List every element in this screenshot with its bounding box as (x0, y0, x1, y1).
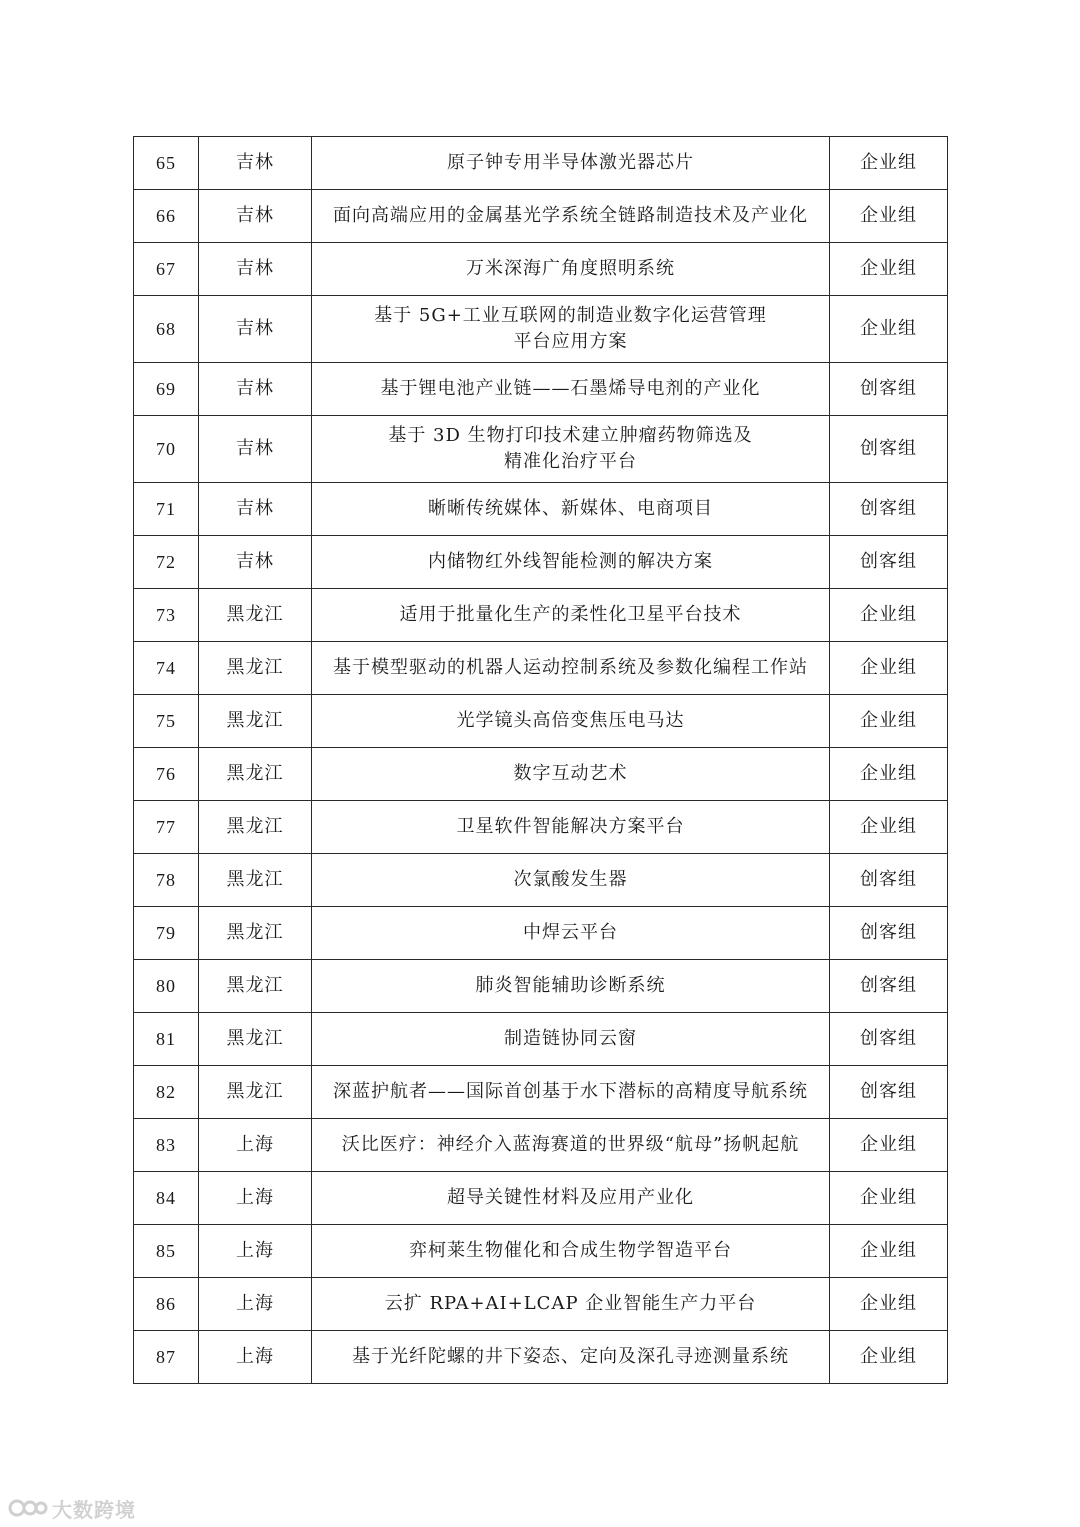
row-number: 84 (134, 1172, 199, 1225)
row-number: 78 (134, 854, 199, 907)
project-name-line: 卫星软件智能解决方案平台 (456, 816, 685, 837)
table-row (134, 801, 948, 854)
table-row (134, 190, 948, 243)
table-row (134, 536, 948, 589)
project-name-line: 中焊云平台 (523, 922, 618, 943)
row-region: 上海 (199, 1172, 312, 1225)
row-project (312, 483, 830, 536)
table-row (134, 695, 948, 748)
row-region: 吉林 (199, 137, 312, 190)
row-region: 吉林 (199, 416, 312, 483)
row-region: 吉林 (199, 296, 312, 363)
row-group: 企业组 (830, 695, 948, 748)
row-region: 黑龙江 (199, 854, 312, 907)
row-project (312, 416, 830, 483)
row-region: 黑龙江 (199, 960, 312, 1013)
row-project (312, 907, 830, 960)
table-row (134, 137, 948, 190)
project-name-line: 晰晰传统媒体、新媒体、电商项目 (428, 498, 713, 519)
project-name-line: 数字互动艺术 (513, 763, 628, 784)
row-group: 企业组 (830, 1172, 948, 1225)
row-region: 黑龙江 (199, 695, 312, 748)
row-region: 上海 (199, 1278, 312, 1331)
row-region: 黑龙江 (199, 642, 312, 695)
row-project (312, 536, 830, 589)
row-group: 创客组 (830, 960, 948, 1013)
table-body (134, 137, 948, 1384)
row-group: 创客组 (830, 363, 948, 416)
row-project (312, 748, 830, 801)
table-row (134, 642, 948, 695)
row-group: 创客组 (830, 854, 948, 907)
row-number: 72 (134, 536, 199, 589)
row-number: 69 (134, 363, 199, 416)
project-name-line: 沃比医疗：神经介入蓝海赛道的世界级“航母”扬帆起航 (341, 1134, 800, 1155)
table-row (134, 1278, 948, 1331)
table-row (134, 960, 948, 1013)
row-region: 上海 (199, 1225, 312, 1278)
row-project (312, 1225, 830, 1278)
row-region: 黑龙江 (199, 1066, 312, 1119)
row-number: 75 (134, 695, 199, 748)
table-row (134, 1119, 948, 1172)
row-group: 创客组 (830, 416, 948, 483)
row-project (312, 1119, 830, 1172)
row-group: 创客组 (830, 1066, 948, 1119)
row-number: 80 (134, 960, 199, 1013)
table-row (134, 748, 948, 801)
table-row (134, 363, 948, 416)
row-number: 86 (134, 1278, 199, 1331)
project-name-line: 基于模型驱动的机器人运动控制系统及参数化编程工作站 (333, 657, 808, 678)
row-number: 70 (134, 416, 199, 483)
row-group: 企业组 (830, 190, 948, 243)
row-number: 65 (134, 137, 199, 190)
row-project (312, 642, 830, 695)
row-number: 68 (134, 296, 199, 363)
table-row (134, 589, 948, 642)
row-region: 吉林 (199, 483, 312, 536)
row-number: 81 (134, 1013, 199, 1066)
row-project (312, 589, 830, 642)
row-region: 吉林 (199, 536, 312, 589)
row-group: 企业组 (830, 589, 948, 642)
project-name-line: 深蓝护航者——国际首创基于水下潜标的高精度导航系统 (333, 1081, 808, 1102)
row-project (312, 960, 830, 1013)
project-name-line: 精准化治疗平台 (504, 451, 637, 472)
project-name-line: 光学镜头高倍变焦压电马达 (456, 710, 685, 731)
project-name-line: 面向高端应用的金属基光学系统全链路制造技术及产业化 (333, 205, 808, 226)
table-row (134, 1331, 948, 1384)
table-row (134, 907, 948, 960)
row-region: 黑龙江 (199, 907, 312, 960)
row-group: 企业组 (830, 748, 948, 801)
table-row (134, 1172, 948, 1225)
project-name-line: 适用于批量化生产的柔性化卫星平台技术 (399, 604, 742, 625)
table-row (134, 296, 948, 363)
row-number: 85 (134, 1225, 199, 1278)
row-number: 76 (134, 748, 199, 801)
watermark-text: 大数跨境 (52, 1497, 136, 1522)
row-number: 77 (134, 801, 199, 854)
project-name-line: 弈柯莱生物催化和合成生物学智造平台 (409, 1240, 732, 1261)
row-project (312, 243, 830, 296)
project-name-line: 基于 3D 生物打印技术建立肿瘤药物筛选及 (388, 425, 753, 446)
row-project (312, 1013, 830, 1066)
project-name-line: 原子钟专用半导体激光器芯片 (447, 152, 694, 173)
row-number: 87 (134, 1331, 199, 1384)
row-region: 吉林 (199, 363, 312, 416)
row-region: 黑龙江 (199, 1013, 312, 1066)
project-table (133, 136, 948, 1384)
project-name-line: 平台应用方案 (513, 331, 628, 352)
row-region: 黑龙江 (199, 589, 312, 642)
table-row (134, 243, 948, 296)
project-name-line: 基于光纤陀螺的井下姿态、定向及深孔寻迹测量系统 (352, 1346, 789, 1367)
row-group: 企业组 (830, 1225, 948, 1278)
row-group: 创客组 (830, 907, 948, 960)
project-name-line: 肺炎智能辅助诊断系统 (475, 975, 666, 996)
row-group: 创客组 (830, 1013, 948, 1066)
project-name-line: 基于锂电池产业链——石墨烯导电剂的产业化 (380, 378, 761, 399)
row-region: 上海 (199, 1119, 312, 1172)
row-number: 82 (134, 1066, 199, 1119)
row-group: 企业组 (830, 801, 948, 854)
row-project (312, 1278, 830, 1331)
row-group: 企业组 (830, 642, 948, 695)
row-group: 企业组 (830, 1278, 948, 1331)
row-region: 吉林 (199, 243, 312, 296)
project-name-line: 制造链协同云窗 (504, 1028, 637, 1049)
table-row (134, 854, 948, 907)
row-number: 79 (134, 907, 199, 960)
row-region: 黑龙江 (199, 801, 312, 854)
row-number: 66 (134, 190, 199, 243)
project-name-line: 万米深海广角度照明系统 (466, 258, 675, 279)
row-project (312, 1172, 830, 1225)
row-region: 吉林 (199, 190, 312, 243)
row-region: 黑龙江 (199, 748, 312, 801)
row-number: 71 (134, 483, 199, 536)
project-name-line: 云扩 RPA+AI+LCAP 企业智能生产力平台 (384, 1293, 757, 1314)
row-project (312, 190, 830, 243)
project-name-line: 次氯酸发生器 (513, 869, 628, 890)
table-row (134, 1013, 948, 1066)
row-project (312, 854, 830, 907)
brand-logo-icon (8, 1496, 48, 1520)
row-project (312, 1066, 830, 1119)
table-row (134, 1066, 948, 1119)
row-project (312, 296, 830, 363)
row-group: 企业组 (830, 1119, 948, 1172)
row-group: 企业组 (830, 1331, 948, 1384)
project-name-line: 内储物红外线智能检测的解决方案 (428, 551, 713, 572)
row-project (312, 137, 830, 190)
row-group: 创客组 (830, 483, 948, 536)
table-row (134, 483, 948, 536)
row-group: 企业组 (830, 137, 948, 190)
table-row (134, 1225, 948, 1278)
row-number: 83 (134, 1119, 199, 1172)
row-group: 企业组 (830, 296, 948, 363)
row-group: 创客组 (830, 536, 948, 589)
row-project (312, 801, 830, 854)
row-number: 67 (134, 243, 199, 296)
project-name-line: 超导关键性材料及应用产业化 (447, 1187, 694, 1208)
row-project (312, 1331, 830, 1384)
table-row (134, 416, 948, 483)
row-project (312, 695, 830, 748)
row-region: 上海 (199, 1331, 312, 1384)
row-project (312, 363, 830, 416)
watermark (8, 1494, 136, 1522)
row-number: 74 (134, 642, 199, 695)
row-group: 企业组 (830, 243, 948, 296)
row-number: 73 (134, 589, 199, 642)
project-name-line: 基于 5G+工业互联网的制造业数字化运营管理 (374, 305, 767, 326)
